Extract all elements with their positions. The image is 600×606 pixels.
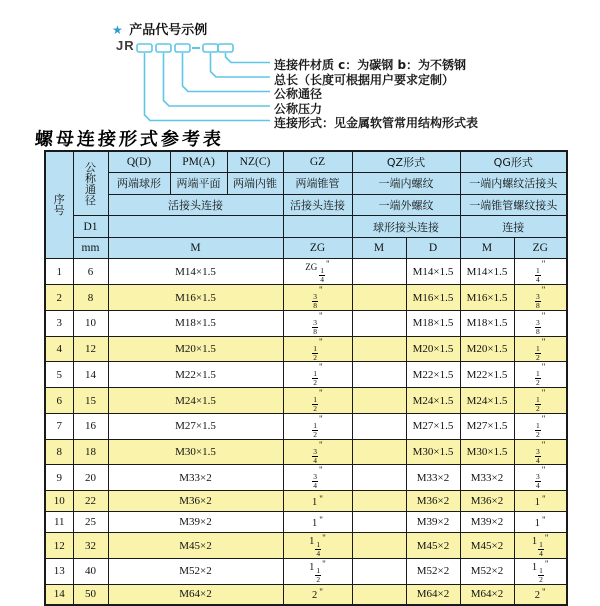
- qg-zg-cell: $\frac{1}{4}$ ": [514, 259, 567, 285]
- qz-d-cell: M39×2: [406, 512, 460, 533]
- table-row: [45, 413, 567, 439]
- table-row: [45, 388, 567, 414]
- qg-zg-cell: $\frac{3}{4}$ ": [514, 465, 567, 491]
- qg-zg-cell: 1 $\frac{1}{2}$ ": [514, 558, 567, 584]
- seq-cell: 10: [45, 491, 73, 512]
- qz-d-cell: M30×1.5: [406, 439, 460, 465]
- qz-m-cell: [352, 259, 406, 285]
- m-thread-cell: M18×1.5: [108, 310, 283, 336]
- header-col-gz: GZ: [283, 151, 352, 173]
- code-box-5: [218, 44, 233, 52]
- table-body: [45, 259, 567, 605]
- qz-d-cell: M16×1.5: [406, 285, 460, 311]
- qg-m-cell: M27×1.5: [460, 413, 514, 439]
- table-title: 螺母连接形式参考表: [34, 129, 225, 149]
- qz-d-cell: M52×2: [406, 558, 460, 584]
- header-qz-conn: 球形接头连接: [352, 216, 460, 238]
- gz-thread-cell: $\frac{1}{2}$ ": [283, 362, 352, 388]
- seq-cell: 6: [45, 388, 73, 414]
- header-qg-end1: 一端内螺纹活接头: [460, 173, 567, 195]
- qg-zg-cell: $\frac{3}{8}$ ": [514, 310, 567, 336]
- diagram-heading: [112, 19, 207, 38]
- dn-cell: 6: [73, 259, 108, 285]
- header-col-nzc: NZ(C): [227, 151, 283, 173]
- code-box-2: [156, 44, 171, 52]
- star-icon: ★: [112, 23, 123, 37]
- seq-cell: 8: [45, 439, 73, 465]
- header-col-qd: Q(D): [108, 151, 170, 173]
- nut-connection-table: [44, 150, 568, 606]
- qg-zg-cell: $\frac{3}{8}$ ": [514, 285, 567, 311]
- seq-cell: 9: [45, 465, 73, 491]
- qg-m-cell: M14×1.5: [460, 259, 514, 285]
- qz-d-cell: M18×1.5: [406, 310, 460, 336]
- gz-thread-cell: $\frac{1}{2}$ ": [283, 388, 352, 414]
- qz-m-cell: [352, 465, 406, 491]
- dn-cell: 50: [73, 584, 108, 605]
- qz-m-cell: [352, 336, 406, 362]
- qg-zg-cell: 1 $\frac{1}{4}$ ": [514, 533, 567, 559]
- qg-zg-cell: $\frac{1}{2}$ ": [514, 413, 567, 439]
- qz-m-cell: [352, 584, 406, 605]
- gz-thread-cell: $\frac{1}{2}$ ": [283, 413, 352, 439]
- seq-cell: 5: [45, 362, 73, 388]
- gz-thread-cell: 1 ": [283, 512, 352, 533]
- qz-m-cell: [352, 413, 406, 439]
- qg-m-cell: M22×1.5: [460, 362, 514, 388]
- qz-d-cell: M14×1.5: [406, 259, 460, 285]
- header-col-qg: QG形式: [460, 151, 567, 173]
- qz-m-cell: [352, 512, 406, 533]
- qg-m-cell: M33×2: [460, 465, 514, 491]
- header-seq: 序 号: [45, 151, 73, 259]
- header-qz-end1: 一端内螺纹: [352, 173, 460, 195]
- table-row: [45, 584, 567, 605]
- table-row: [45, 533, 567, 559]
- qz-d-cell: M36×2: [406, 491, 460, 512]
- seq-cell: 14: [45, 584, 73, 605]
- leader-line-4: [164, 53, 271, 106]
- seq-cell: 12: [45, 533, 73, 559]
- m-thread-cell: M64×2: [108, 584, 283, 605]
- qz-d-cell: M22×1.5: [406, 362, 460, 388]
- dn-cell: 16: [73, 413, 108, 439]
- m-thread-cell: M30×1.5: [108, 439, 283, 465]
- header-union-conn: 活接头连接: [108, 194, 283, 216]
- dn-cell: 15: [73, 388, 108, 414]
- leader-line-1: [226, 53, 271, 63]
- code-label-pressure: 公称压力: [274, 101, 323, 116]
- gz-thread-cell: $\frac{3}{4}$ ": [283, 439, 352, 465]
- table-row: [45, 362, 567, 388]
- header-blank-gz: [283, 216, 352, 238]
- dn-cell: 40: [73, 558, 108, 584]
- dn-cell: 20: [73, 465, 108, 491]
- m-thread-cell: M22×1.5: [108, 362, 283, 388]
- gz-thread-cell: $\frac{3}{4}$ ": [283, 465, 352, 491]
- dn-cell: 8: [73, 285, 108, 311]
- qz-m-cell: [352, 533, 406, 559]
- qg-m-cell: M39×2: [460, 512, 514, 533]
- seq-cell: 1: [45, 259, 73, 285]
- qg-zg-cell: 1 ": [514, 491, 567, 512]
- qg-zg-cell: $\frac{3}{4}$ ": [514, 439, 567, 465]
- qz-m-cell: [352, 491, 406, 512]
- header-qz-unit-d: D: [406, 237, 460, 259]
- header-ends-pma: 两端平面: [170, 173, 227, 195]
- m-thread-cell: M33×2: [108, 465, 283, 491]
- table-row: [45, 512, 567, 533]
- dn-cell: 18: [73, 439, 108, 465]
- qz-m-cell: [352, 439, 406, 465]
- qg-zg-cell: $\frac{1}{2}$ ": [514, 362, 567, 388]
- header-mm: mm: [73, 237, 108, 259]
- m-thread-cell: M24×1.5: [108, 388, 283, 414]
- table-row: [45, 285, 567, 311]
- qg-m-cell: M24×1.5: [460, 388, 514, 414]
- code-box-3: [175, 44, 190, 52]
- dn-cell: 14: [73, 362, 108, 388]
- table-row: [45, 310, 567, 336]
- seq-cell: 3: [45, 310, 73, 336]
- code-lines: [137, 44, 270, 121]
- header-dn: 公 称 通 径: [73, 151, 108, 216]
- header-col-pma: PM(A): [170, 151, 227, 173]
- m-thread-cell: M52×2: [108, 558, 283, 584]
- qz-m-cell: [352, 362, 406, 388]
- header-ends-gz: 两端锥管: [283, 173, 352, 195]
- qz-m-cell: [352, 285, 406, 311]
- header-col-qz: QZ形式: [352, 151, 460, 173]
- qg-zg-cell: $\frac{1}{2}$ ": [514, 388, 567, 414]
- qz-d-cell: M20×1.5: [406, 336, 460, 362]
- qz-d-cell: M24×1.5: [406, 388, 460, 414]
- qz-m-cell: [352, 558, 406, 584]
- gz-thread-cell: 2 ": [283, 584, 352, 605]
- seq-cell: 13: [45, 558, 73, 584]
- seq-cell: 7: [45, 413, 73, 439]
- table-row: [45, 465, 567, 491]
- header-qg-unit-m: M: [460, 237, 514, 259]
- table-row: [45, 558, 567, 584]
- header-qg-unit-zg: ZG: [514, 237, 567, 259]
- gz-thread-cell: 1 $\frac{1}{2}$ ": [283, 558, 352, 584]
- gz-thread-cell: $\frac{3}{8}$ ": [283, 310, 352, 336]
- gz-thread-cell: 1 $\frac{1}{4}$ ": [283, 533, 352, 559]
- m-thread-cell: M16×1.5: [108, 285, 283, 311]
- m-thread-cell: M20×1.5: [108, 336, 283, 362]
- code-box-4: [203, 44, 218, 52]
- header-gz-conn: 活接头连接: [283, 194, 352, 216]
- code-box-1: [137, 44, 152, 52]
- dn-cell: 10: [73, 310, 108, 336]
- header-qz-end2: 一端外螺纹: [352, 194, 460, 216]
- qz-m-cell: [352, 388, 406, 414]
- qg-m-cell: M18×1.5: [460, 310, 514, 336]
- qz-d-cell: M27×1.5: [406, 413, 460, 439]
- qg-m-cell: M16×1.5: [460, 285, 514, 311]
- seq-cell: 11: [45, 512, 73, 533]
- table-row: [45, 259, 567, 285]
- qg-m-cell: M20×1.5: [460, 336, 514, 362]
- header-qz-unit-m: M: [352, 237, 406, 259]
- seq-cell: 2: [45, 285, 73, 311]
- qg-zg-cell: $\frac{1}{2}$ ": [514, 336, 567, 362]
- header-qg-end2: 一端锥管螺纹接头: [460, 194, 567, 216]
- m-thread-cell: M36×2: [108, 491, 283, 512]
- qg-zg-cell: 1 ": [514, 512, 567, 533]
- table-head: [45, 151, 567, 259]
- m-thread-cell: M27×1.5: [108, 413, 283, 439]
- gz-thread-cell: $\frac{3}{8}$ ": [283, 285, 352, 311]
- header-ends-nzc: 两端内锥: [227, 173, 283, 195]
- dn-cell: 22: [73, 491, 108, 512]
- m-thread-cell: M45×2: [108, 533, 283, 559]
- code-label-connection: 连接形式：见金属软管常用结构形式表: [274, 116, 479, 130]
- qg-m-cell: M45×2: [460, 533, 514, 559]
- dn-cell: 32: [73, 533, 108, 559]
- diagram-heading-text: 产品代号示例: [129, 23, 208, 38]
- qg-zg-cell: 2 ": [514, 584, 567, 605]
- qz-d-cell: M33×2: [406, 465, 460, 491]
- seq-cell: 4: [45, 336, 73, 362]
- table-row: [45, 336, 567, 362]
- code-prefix: JR: [116, 38, 135, 53]
- header-unit-m: M: [108, 237, 283, 259]
- header-qg-conn: 连接: [460, 216, 567, 238]
- qz-m-cell: [352, 310, 406, 336]
- qg-m-cell: M36×2: [460, 491, 514, 512]
- qg-m-cell: M30×1.5: [460, 439, 514, 465]
- gz-thread-cell: ZG $\frac{1}{4}$ ": [283, 259, 352, 285]
- qg-m-cell: M52×2: [460, 558, 514, 584]
- gz-thread-cell: 1 ": [283, 491, 352, 512]
- m-thread-cell: M39×2: [108, 512, 283, 533]
- header-ends-qd: 两端球形: [108, 173, 170, 195]
- header-unit-zg: ZG: [283, 237, 352, 259]
- header-blank-m: [108, 216, 283, 238]
- m-thread-cell: M14×1.5: [108, 259, 283, 285]
- qz-d-cell: M64×2: [406, 584, 460, 605]
- code-label-diameter: 公称通径: [274, 87, 323, 101]
- leader-line-2: [211, 53, 271, 77]
- code-label-material: 连接件材质 c：为碳钢 b：为不锈钢: [274, 58, 467, 72]
- dn-cell: 25: [73, 512, 108, 533]
- dn-cell: 12: [73, 336, 108, 362]
- header-d1: D1: [73, 216, 108, 238]
- table-row: [45, 491, 567, 512]
- gz-thread-cell: $\frac{1}{2}$ ": [283, 336, 352, 362]
- qg-m-cell: M64×2: [460, 584, 514, 605]
- table-row: [45, 439, 567, 465]
- qz-d-cell: M45×2: [406, 533, 460, 559]
- code-label-length: 总长（长度可根据用户要求定制）: [274, 72, 455, 87]
